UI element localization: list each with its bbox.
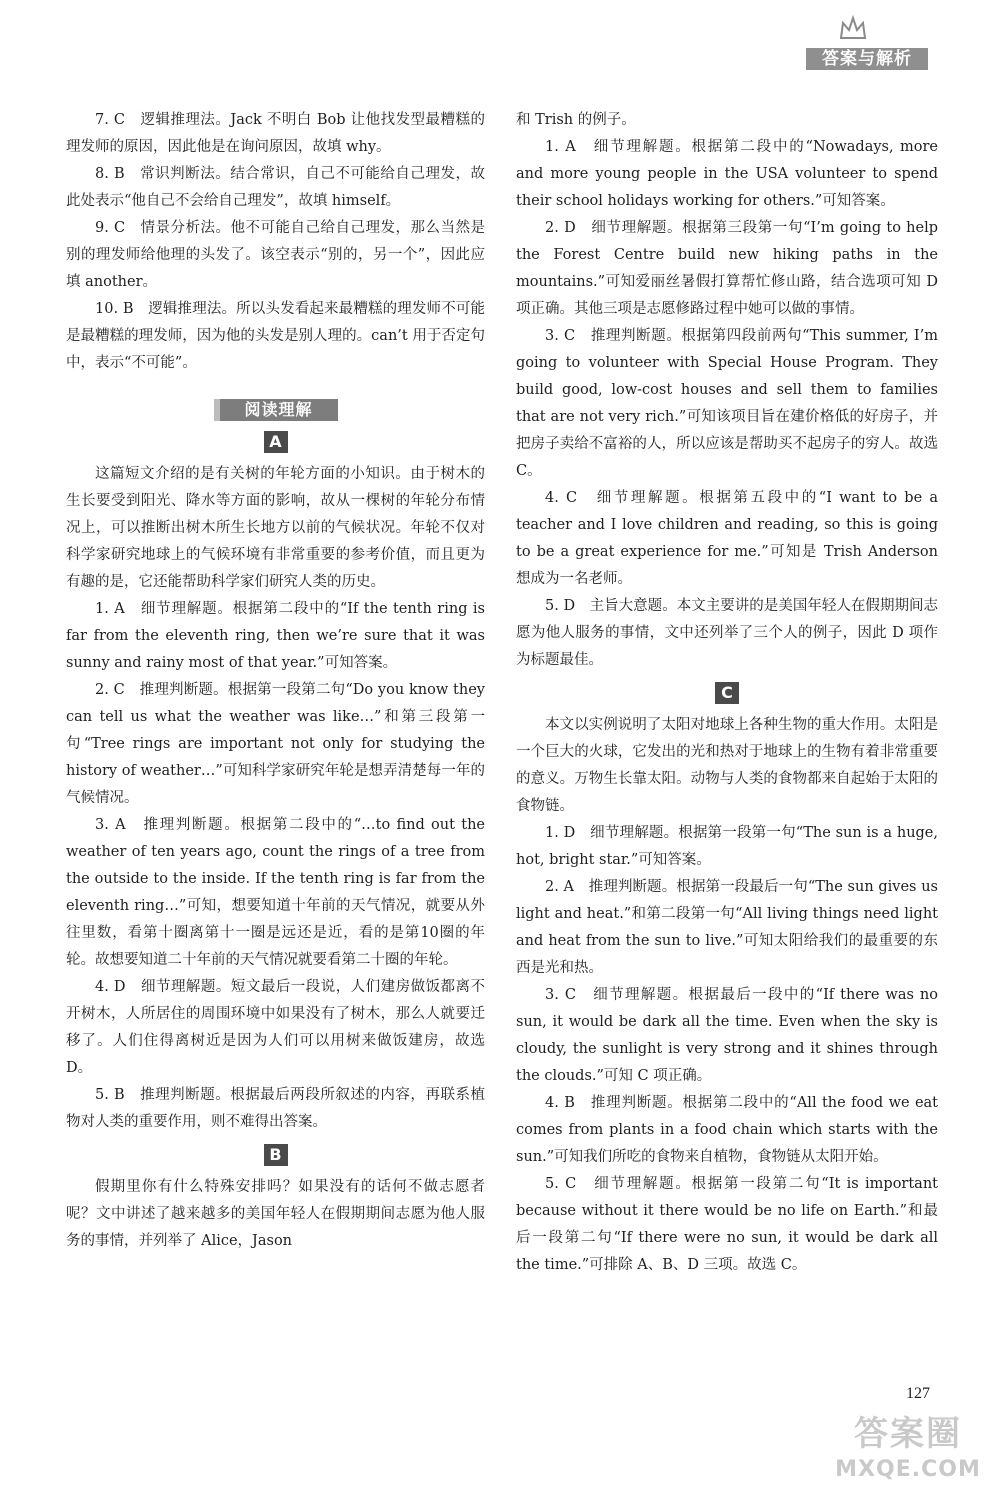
answer-item: 4. C 细节理解题。根据第五段中的“I want to be a teacher and I love children and reading, so this is going to be a great experience for me.”可知是 Trish Anderson 想成为一名老师。 xyxy=(516,490,938,587)
answer-item: 4. B 推理判断题。根据第二段中的“All the food we eat comes from plants in a food chain which starts with the sun.”可知我们所吃的食物来自植物，食物链从太阳开始。 xyxy=(516,1095,938,1165)
answer-item: 1. A 细节理解题。根据第二段中的“If the tenth ring is far from the eleventh ring, then we’re sure that it was sunny and rainy most of that year.”可知答案。 xyxy=(66,601,485,671)
watermark xyxy=(828,1412,988,1488)
answer-item: 3. A 推理判断题。根据第二段中的“…to find out the weather of ten years ago, count the rings of a tree from the outside to the inside. If the tenth ring is far from the eleventh ring…”可知，想要知道十年前的天气情况，就要从外往里数，看第十圈离第十一圈是远还是近，看的是第10圈的年轮。故想要知道二十年前的天气情况就要看第二十圈的年轮。 xyxy=(66,817,485,968)
answer-item: 1. D 细节理解题。根据第一段第一句“The sun is a huge, hot, bright star.”可知答案。 xyxy=(516,825,938,868)
answer-item: 9. C 情景分析法。他不可能自己给自己理发，那么当然是别的理发师给他理的头发了。该空表示“别的，另一个”，因此应填 another。 xyxy=(66,220,485,290)
header-badge: 答案与解析 xyxy=(806,48,928,70)
answer-item: 5. D 主旨大意题。本文主要讲的是美国年轻人在假期期间志愿为他人服务的事情，文中还列举了三个人的例子，因此 D 项作为标题最佳。 xyxy=(516,598,938,668)
left-column xyxy=(66,107,485,1255)
answer-item: 2. D 细节理解题。根据第三段第一句“I’m going to help the Forest Centre build new hiking paths in the mountains.”可知爱丽丝暑假打算帮忙修山路，结合选项可知 D 项正确。其他三项是志愿修路过程中她可以做的事情。 xyxy=(516,220,938,317)
answer-item: 7. C 逻辑推理法。Jack 不明白 Bob 让他找发型最糟糕的理发师的原因，因此他是在询问原因，故填 why。 xyxy=(66,112,485,155)
answer-item: 10. B 逻辑推理法。所以头发看起来最糟糕的理发师不可能是最糟糕的理发师，因为他的头发是别人理的。can’t 用于否定句中，表示“不可能”。 xyxy=(66,301,485,371)
page-number: 127 xyxy=(906,1385,930,1402)
answer-item: 5. C 细节理解题。根据第一段第二句“It is important because without it there would be no life on Earth.”和最后一段第二句“If there were no sun, it would be dark all the time.”可排除 A、B、D 三项。故选 C。 xyxy=(516,1176,938,1273)
answer-item: 1. A 细节理解题。根据第二段中的“Nowadays, more and more young people in the USA volunteer to spend their school holidays working for others.”可知答案。 xyxy=(516,139,938,209)
passage-label-b: B xyxy=(264,1144,288,1166)
right-column xyxy=(516,107,938,1279)
answer-item: 3. C 细节理解题。根据最后一段中的“If there was no sun, it would be dark all the time. Even when the sky is cloudy, the sunlight is very strong and it shines through the clouds.”可知 C 项正确。 xyxy=(516,987,938,1084)
answer-item: 8. B 常识判断法。结合常识，自己不可能给自己理发，故此处表示“他自己不会给自己理发”，故填 himself。 xyxy=(66,166,485,209)
crown-icon xyxy=(838,14,868,44)
watermark-text: 答案圈 xyxy=(854,1414,962,1454)
answer-item: 4. D 细节理解题。短文最后一段说，人们建房做饭都离不开树木，人所居住的周围环境中如果没有了树木，那么人就要迁移了。人们住得离树近是因为人们可以用树来做饭建房，故选 D。 xyxy=(66,979,485,1076)
watermark-url: MXQE.COM xyxy=(835,1457,981,1482)
passage-intro: 这篇短文介绍的是有关树的年轮方面的小知识。由于树木的生长要受到阳光、降水等方面的影响，故从一棵树的年轮分布情况上，可以推断出树木所生长地方以前的气候状况。年轮不仅对科学家研究地球上的气候环境有非常重要的参考价值，而且更为有趣的是，它还能帮助科学家们研究人类的历史。 xyxy=(66,466,485,590)
passage-label-c: C xyxy=(715,682,739,704)
answer-item: 2. A 推理判断题。根据第一段最后一句“The sun gives us light and heat.”和第二段第一句“All living things need light and heat from the sun to live.”可知太阳给我们的最重要的东西是光和热。 xyxy=(516,879,938,976)
passage-label-a: A xyxy=(264,431,288,453)
answer-item: 3. C 推理判断题。根据第四段前两句“This summer, I’m going to volunteer with Special House Program. They build good, low-cost houses and sell them to families that are not very rich.”可知该项目旨在建价格低的好房子，并把房子卖给不富裕的人，所以应该是帮助买不起房子的穷人。故选 C。 xyxy=(516,328,938,479)
passage-intro: 假期里你有什么特殊安排吗？如果没有的话何不做志愿者呢？文中讲述了越来越多的美国年轻人在假期期间志愿为他人服务的事情，并列举了 Alice，Jason xyxy=(66,1179,485,1249)
passage-intro-continued: 和 Trish 的例子。 xyxy=(516,112,636,128)
section-title-reading: 阅读理解 xyxy=(214,399,338,421)
answer-item: 2. C 推理判断题。根据第一段第二句“Do you know they can tell us what the weather was like…”和第三段第一句“Tree rings are important not only for studying the history of weather…”可知科学家研究年轮是想弄清楚每一年的气候情况。 xyxy=(66,682,485,806)
passage-intro: 本文以实例说明了太阳对地球上各种生物的重大作用。太阳是一个巨大的火球，它发出的光和热对于地球上的生物有着非常重要的意义。万物生长靠太阳。动物与人类的食物都来自起始于太阳的食物链。 xyxy=(516,717,938,814)
answer-item: 5. B 推理判断题。根据最后两段所叙述的内容，再联系植物对人类的重要作用，则不难得出答案。 xyxy=(66,1087,485,1130)
